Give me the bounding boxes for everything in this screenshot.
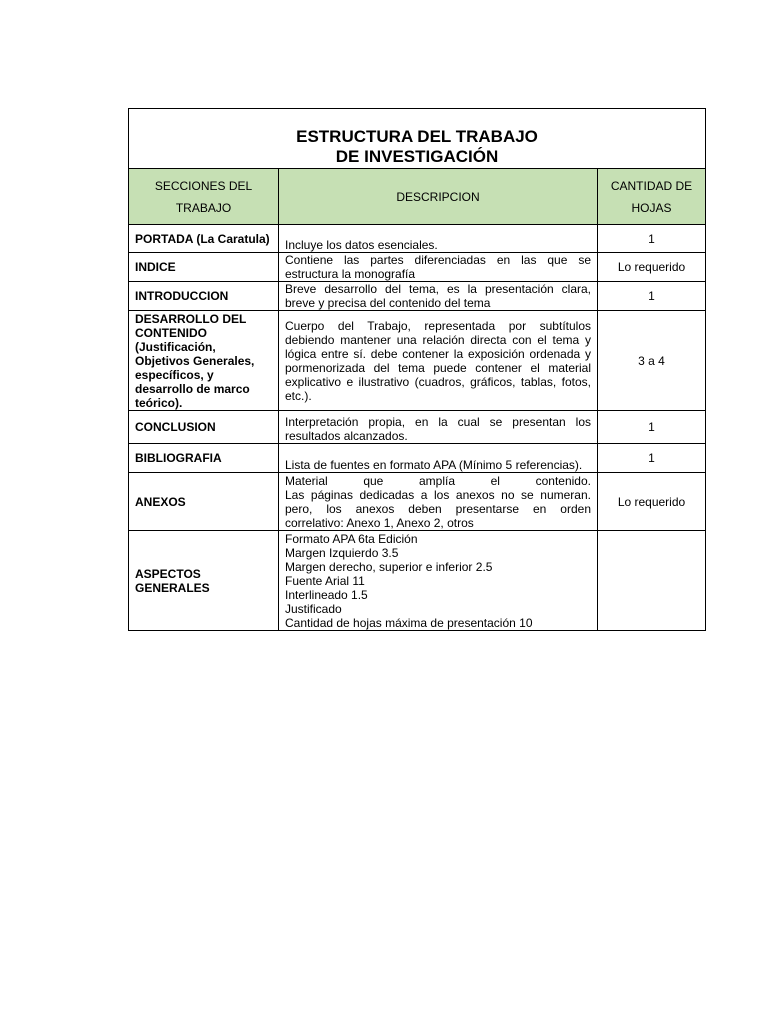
description-line: Material que amplía el contenido. xyxy=(285,473,591,488)
header-secciones: SECCIONES DEL TRABAJO xyxy=(129,169,279,225)
quantity-cell: 1 xyxy=(598,411,706,444)
description-line: Fuente Arial 11 xyxy=(285,573,365,588)
description-line: Margen Izquierdo 3.5 xyxy=(285,545,399,560)
description-cell: Incluye los datos esenciales. xyxy=(279,225,598,253)
quantity-cell: Lo requerido xyxy=(598,253,706,282)
quantity-cell: 1 xyxy=(598,444,706,473)
quantity-cell: 1 xyxy=(598,225,706,253)
table-row xyxy=(129,473,706,531)
section-cell: INTRODUCCION xyxy=(129,282,279,311)
description-line: Interlineado 1.5 xyxy=(285,587,368,602)
section-cell: ANEXOS xyxy=(129,473,279,531)
table-row xyxy=(129,253,706,282)
title-line-2: DE INVESTIGACIÓN xyxy=(335,147,499,166)
description-line: correlativo: Anexo 1, Anexo 2, otros xyxy=(285,515,474,530)
title-row xyxy=(129,109,706,169)
header-row xyxy=(129,169,706,225)
section-cell: INDICE xyxy=(129,253,279,282)
description-line: Formato APA 6ta Edición xyxy=(285,531,418,546)
description-line: Cantidad de hojas máxima de presentación 10 xyxy=(285,615,533,630)
description-cell: Lista de fuentes en formato APA (Mínimo 5 referencias). xyxy=(279,444,598,473)
table-row xyxy=(129,444,706,473)
title-line-1: ESTRUCTURA DEL TRABAJO xyxy=(296,127,538,146)
description-line: pero, los anexos deben presentarse en orden xyxy=(285,501,591,516)
quantity-cell: 1 xyxy=(598,282,706,311)
table-row xyxy=(129,282,706,311)
description-line: Margen derecho, superior e inferior 2.5 xyxy=(285,559,493,574)
section-cell: PORTADA (La Caratula) xyxy=(129,225,279,253)
structure-table xyxy=(128,108,706,631)
table-row xyxy=(129,225,706,253)
quantity-cell: Lo requerido xyxy=(598,473,706,531)
quantity-cell xyxy=(598,531,706,631)
table-row xyxy=(129,411,706,444)
table-row xyxy=(129,531,706,631)
description-cell xyxy=(279,473,598,531)
header-cantidad: CANTIDAD DE HOJAS xyxy=(598,169,706,225)
description-cell: Breve desarrollo del tema, es la presentación clara, breve y precisa del contenido del tema xyxy=(279,282,598,311)
description-cell xyxy=(279,531,598,631)
section-cell: ASPECTOS GENERALES xyxy=(129,531,279,631)
description-cell: Interpretación propia, en la cual se presentan los resultados alcanzados. xyxy=(279,411,598,444)
table-title xyxy=(129,109,706,169)
description-line: Las páginas dedicadas a los anexos no se numeran. xyxy=(285,487,591,502)
table-row xyxy=(129,311,706,411)
section-cell: DESARROLLO DEL CONTENIDO (Justificación, Objetivos Generales, específicos, y desarrollo de marco teórico). xyxy=(129,311,279,411)
section-cell: BIBLIOGRAFIA xyxy=(129,444,279,473)
description-cell: Cuerpo del Trabajo, representada por subtítulos debiendo mantener una relación directa con el tema y lógica entre sí. debe contener la exposición ordenada y pormenorizada del tema puede contener el material explicativo e ilustrativo (cuadros, gráficos, tablas, fotos, etc.). xyxy=(279,311,598,411)
description-line: Justificado xyxy=(285,601,342,616)
section-cell: CONCLUSION xyxy=(129,411,279,444)
header-descripcion: DESCRIPCION xyxy=(279,169,598,225)
quantity-cell: 3 a 4 xyxy=(598,311,706,411)
description-cell: Contiene las partes diferenciadas en las que se estructura la monografía xyxy=(279,253,598,282)
